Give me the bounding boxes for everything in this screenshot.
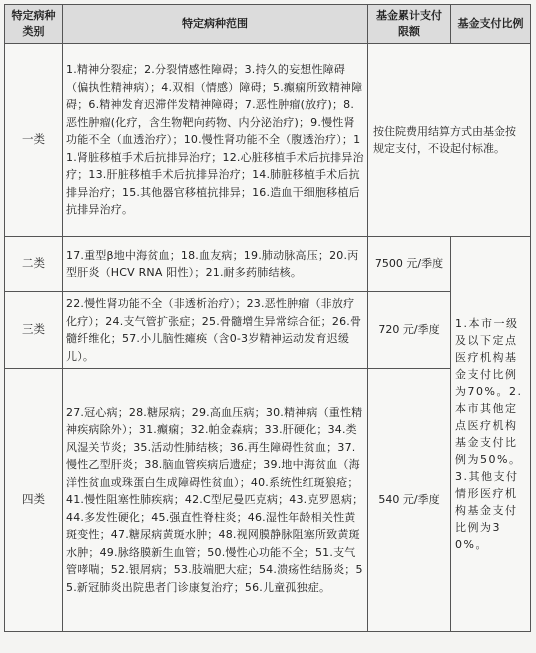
header-row (5, 5, 531, 44)
header-limit: 基金累计支付限额 (368, 5, 451, 44)
scope-cell: 22.慢性肾功能不全（非透析治疗）；23.恶性肿瘤（非放疗化疗）；24.支气管扩张症；25.骨髓增生异常综合征；26.骨髓纤维化；57.小儿脑性瘫痪（含0-3岁精神运动发育迟缓儿）。 (63, 292, 368, 369)
limit-cell: 720 元/季度 (368, 292, 451, 369)
category-cell: 四类 (5, 369, 63, 632)
table-row (5, 44, 531, 237)
limit-cell: 7500 元/季度 (368, 237, 451, 292)
special-disease-table (4, 4, 531, 632)
category-cell: 三类 (5, 292, 63, 369)
category-cell: 一类 (5, 44, 63, 237)
ratio-cell: 1.本市一级及以下定点医疗机构基金支付比例为70%。2.本市其他定点医疗机构基金支付比例为50%。3.其他支付情形医疗机构基金支付比例为30%。 (451, 237, 531, 632)
table-row (5, 237, 531, 292)
scope-cell: 27.冠心病；28.糖尿病；29.高血压病；30.精神病（重性精神疾病除外）；31.癫痫；32.帕金森病；33.肝硬化；34.类风湿关节炎；35.活动性肺结核；36.再生障碍性贫血；37.慢性乙型肝炎；38.脑血管疾病后遗症；39.地中海贫血（海洋性贫血或珠蛋白生成障碍性贫血）；40.系统性红斑狼疮；41.慢性阻塞性肺疾病；42.C型尼曼匹克病；43.克罗恩病；44.多发性硬化；45.强直性脊柱炎；46.湿性年龄相关性黄斑变性；47.糖尿病黄斑水肿；48.视网膜静脉阻塞所致黄斑水肿；49.脉络膜新生血管；50.慢性心功能不全；51.支气管哮喘；52.银屑病；53.肢端肥大症；54.溃疡性结肠炎；55.新冠肺炎出院患者门诊康复治疗；56.儿童孤独症。 (63, 369, 368, 632)
header-ratio: 基金支付比例 (451, 5, 531, 44)
scope-cell: 17.重型β地中海贫血；18.血友病；19.肺动脉高压；20.丙型肝炎（HCV RNA 阳性）；21.耐多药肺结核。 (63, 237, 368, 292)
category-cell: 二类 (5, 237, 63, 292)
limit-cell: 540 元/季度 (368, 369, 451, 632)
scope-cell: 1.精神分裂症；2.分裂情感性障碍；3.持久的妄想性障碍（偏执性精神病）；4.双相（情感）障碍；5.癫痫所致精神障碍；6.精神发育迟滞伴发精神障碍；7.恶性肿瘤(放疗)；8.恶性肿瘤(化疗，含生物靶向药物、内分泌治疗)；9.慢性肾功能不全（血透治疗）；10.慢性肾功能不全（腹透治疗）；11.肾脏移植手术后抗排异治疗；12.心脏移植手术后抗排异治疗；13.肝脏移植手术后抗排异治疗；14.肺脏移植手术后抗排异治疗；15.其他器官移植抗排异；16.造血干细胞移植后抗排异治疗。 (63, 44, 368, 237)
limit-ratio-cell: 按住院费用结算方式由基金按规定支付，不设起付标准。 (368, 44, 531, 237)
header-scope: 特定病种范围 (63, 5, 368, 44)
header-category: 特定病种类别 (5, 5, 63, 44)
